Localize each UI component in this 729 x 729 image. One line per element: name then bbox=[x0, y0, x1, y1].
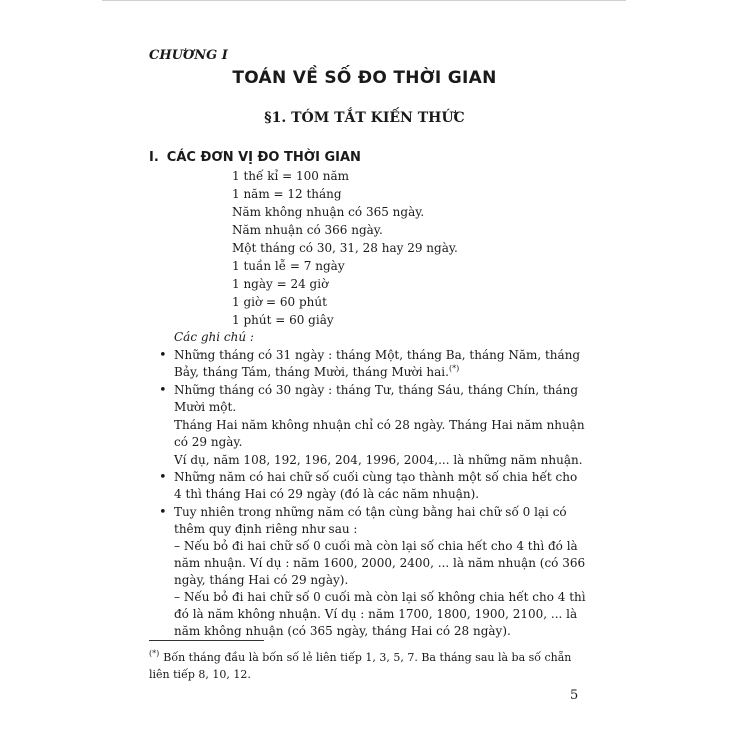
time-units-list bbox=[232, 167, 458, 329]
subsection-number: I. bbox=[149, 150, 159, 165]
subsection-heading bbox=[149, 150, 361, 165]
unit-line: 1 thế kỉ = 100 năm bbox=[232, 169, 349, 183]
footnote bbox=[149, 649, 589, 683]
footnote-mark: (*) bbox=[149, 649, 160, 659]
unit-line: Một tháng có 30, 31, 28 hay 29 ngày. bbox=[232, 241, 458, 255]
unit-line: Năm không nhuận có 365 ngày. bbox=[232, 205, 425, 219]
chapter-title: TOÁN VỀ SỐ ĐO THỜI GIAN bbox=[232, 68, 497, 88]
note-text: Những tháng có 31 ngày : tháng Một, tháng Ba, tháng Năm, tháng Bảy, tháng Tám, tháng Mười, tháng Mười hai. bbox=[174, 348, 581, 379]
note-february-days: Tháng Hai năm không nhuận chỉ có 28 ngày. Tháng Hai năm nhuận có 29 ngày. bbox=[174, 418, 585, 449]
notes-title: Các ghi chú : bbox=[174, 330, 254, 344]
note-leap-year-example: Ví dụ, năm 108, 192, 196, 204, 1996, 2004,... là những năm nhuận. bbox=[174, 453, 583, 467]
top-border-line bbox=[102, 0, 626, 1]
note-bullet-century-rule: • Tuy nhiên trong những năm có tận cùng bằng hai chữ số 0 lại có thêm quy định riêng như sau : bbox=[174, 504, 586, 538]
note-dash-nonleap-century: – Nếu bỏ đi hai chữ số 0 cuối mà còn lại số không chia hết cho 4 thì đó là năm không nhuận. Ví dụ : năm 1700, 1800, 1900, 2100, ... là năm không nhuận (có 365 ngày, tháng Hai có 28 ngày). bbox=[174, 590, 586, 638]
subsection-text: CÁC ĐƠN VỊ ĐO THỜI GIAN bbox=[166, 150, 361, 165]
page-number: 5 bbox=[570, 688, 579, 703]
unit-line: 1 phút = 60 giây bbox=[232, 313, 334, 327]
note-dash-leap-century: – Nếu bỏ đi hai chữ số 0 cuối mà còn lại số chia hết cho 4 thì đó là năm nhuận. Ví dụ : năm 1600, 2000, 2400, ... là năm nhuận (có 366 ngày, tháng Hai có 29 ngày). bbox=[174, 539, 586, 587]
unit-line: 1 năm = 12 tháng bbox=[232, 187, 342, 201]
note-bullet-divisible-by-4: • Những năm có hai chữ số cuối cùng tạo thành một số chia hết cho 4 thì tháng Hai có 29 ngày (đó là các năm nhuận). bbox=[174, 469, 586, 503]
footnote-separator bbox=[149, 640, 264, 641]
note-bullet-31-days bbox=[174, 347, 586, 381]
section-title: §1. TÓM TẮT KIẾN THỨC bbox=[264, 110, 465, 126]
chapter-label: CHƯƠNG I bbox=[149, 48, 228, 63]
unit-line: Năm nhuận có 366 ngày. bbox=[232, 223, 383, 237]
unit-line: 1 tuần lễ = 7 ngày bbox=[232, 259, 345, 273]
unit-line: 1 ngày = 24 giờ bbox=[232, 277, 329, 291]
note-bullet-30-days: • Những tháng có 30 ngày : tháng Tư, tháng Sáu, tháng Chín, tháng Mười một. bbox=[174, 382, 586, 416]
footnote-reference: (*) bbox=[448, 364, 460, 373]
footnote-text: Bốn tháng đầu là bốn số lẻ liên tiếp 1, 3, 5, 7. Ba tháng sau là ba số chẵn liên tiếp 8, 10, 12. bbox=[149, 651, 572, 681]
unit-line: 1 giờ = 60 phút bbox=[232, 295, 327, 309]
